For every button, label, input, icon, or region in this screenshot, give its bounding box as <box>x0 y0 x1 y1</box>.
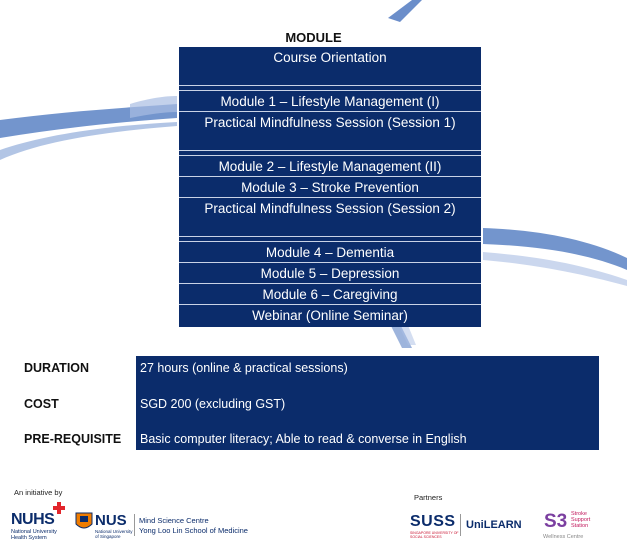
nuhs-subtitle: National University Health System <box>11 529 57 541</box>
nuhs-cross-icon <box>53 502 65 514</box>
s3-text-support: Support <box>571 517 591 523</box>
mind-centre-line2: Yong Loo Lin School of Medicine <box>139 526 248 535</box>
module-row-module-4: Module 4 – Dementia <box>179 242 481 263</box>
cost-value: SGD 200 (excluding GST) <box>140 397 286 411</box>
nus-crest-icon <box>75 512 93 532</box>
module-row-module-5: Module 5 – Depression <box>179 263 481 284</box>
module-row-webinar: Webinar (Online Seminar) <box>252 308 408 323</box>
module-row-course-orientation: Course Orientation <box>179 47 481 86</box>
cost-label: COST <box>24 397 59 411</box>
s3-text-stroke: Stroke <box>571 511 587 517</box>
module-table <box>177 47 483 327</box>
nuhs-wordmark: NUHS <box>11 511 55 528</box>
logo-divider <box>460 514 461 536</box>
module-row-mindfulness-1: Practical Mindfulness Session (Session 1) <box>179 112 481 151</box>
nus-wordmark: NUS <box>95 512 127 529</box>
partners-label: Partners <box>414 493 443 502</box>
prereq-value: Basic computer literacy; Able to read & converse in English <box>140 432 467 446</box>
module-row-module-3: Module 3 – Stroke Prevention <box>179 177 481 198</box>
nus-subtitle: National University of Singapore <box>95 529 133 539</box>
module-row-module-1: Module 1 – Lifestyle Management (I) <box>179 91 481 112</box>
logo-divider <box>134 514 135 536</box>
unilearn-logo: UniLEARN <box>466 519 522 531</box>
duration-value: 27 hours (online & practical sessions) <box>140 361 348 375</box>
s3-wordmark: S3 <box>544 511 568 532</box>
duration-label: DURATION <box>24 361 90 375</box>
mind-centre-line1: Mind Science Centre <box>139 516 209 525</box>
s3-text-station: Station <box>571 523 589 529</box>
module-row-module-6: Module 6 – Caregiving <box>179 284 481 305</box>
module-row-mindfulness-2: Practical Mindfulness Session (Session 2) <box>179 198 481 237</box>
prereq-label: PRE-REQUISITE <box>24 432 122 446</box>
module-heading: MODULE <box>285 30 342 45</box>
module-row-module-2: Module 2 – Lifestyle Management (II) <box>179 156 481 177</box>
s3-subtitle: Wellness Centre <box>543 534 584 540</box>
suss-subtitle: SINGAPORE UNIVERSITY OF SOCIAL SCIENCES <box>410 531 459 539</box>
suss-wordmark: SUSS <box>410 513 456 530</box>
initiative-label: An initiative by <box>14 488 63 497</box>
